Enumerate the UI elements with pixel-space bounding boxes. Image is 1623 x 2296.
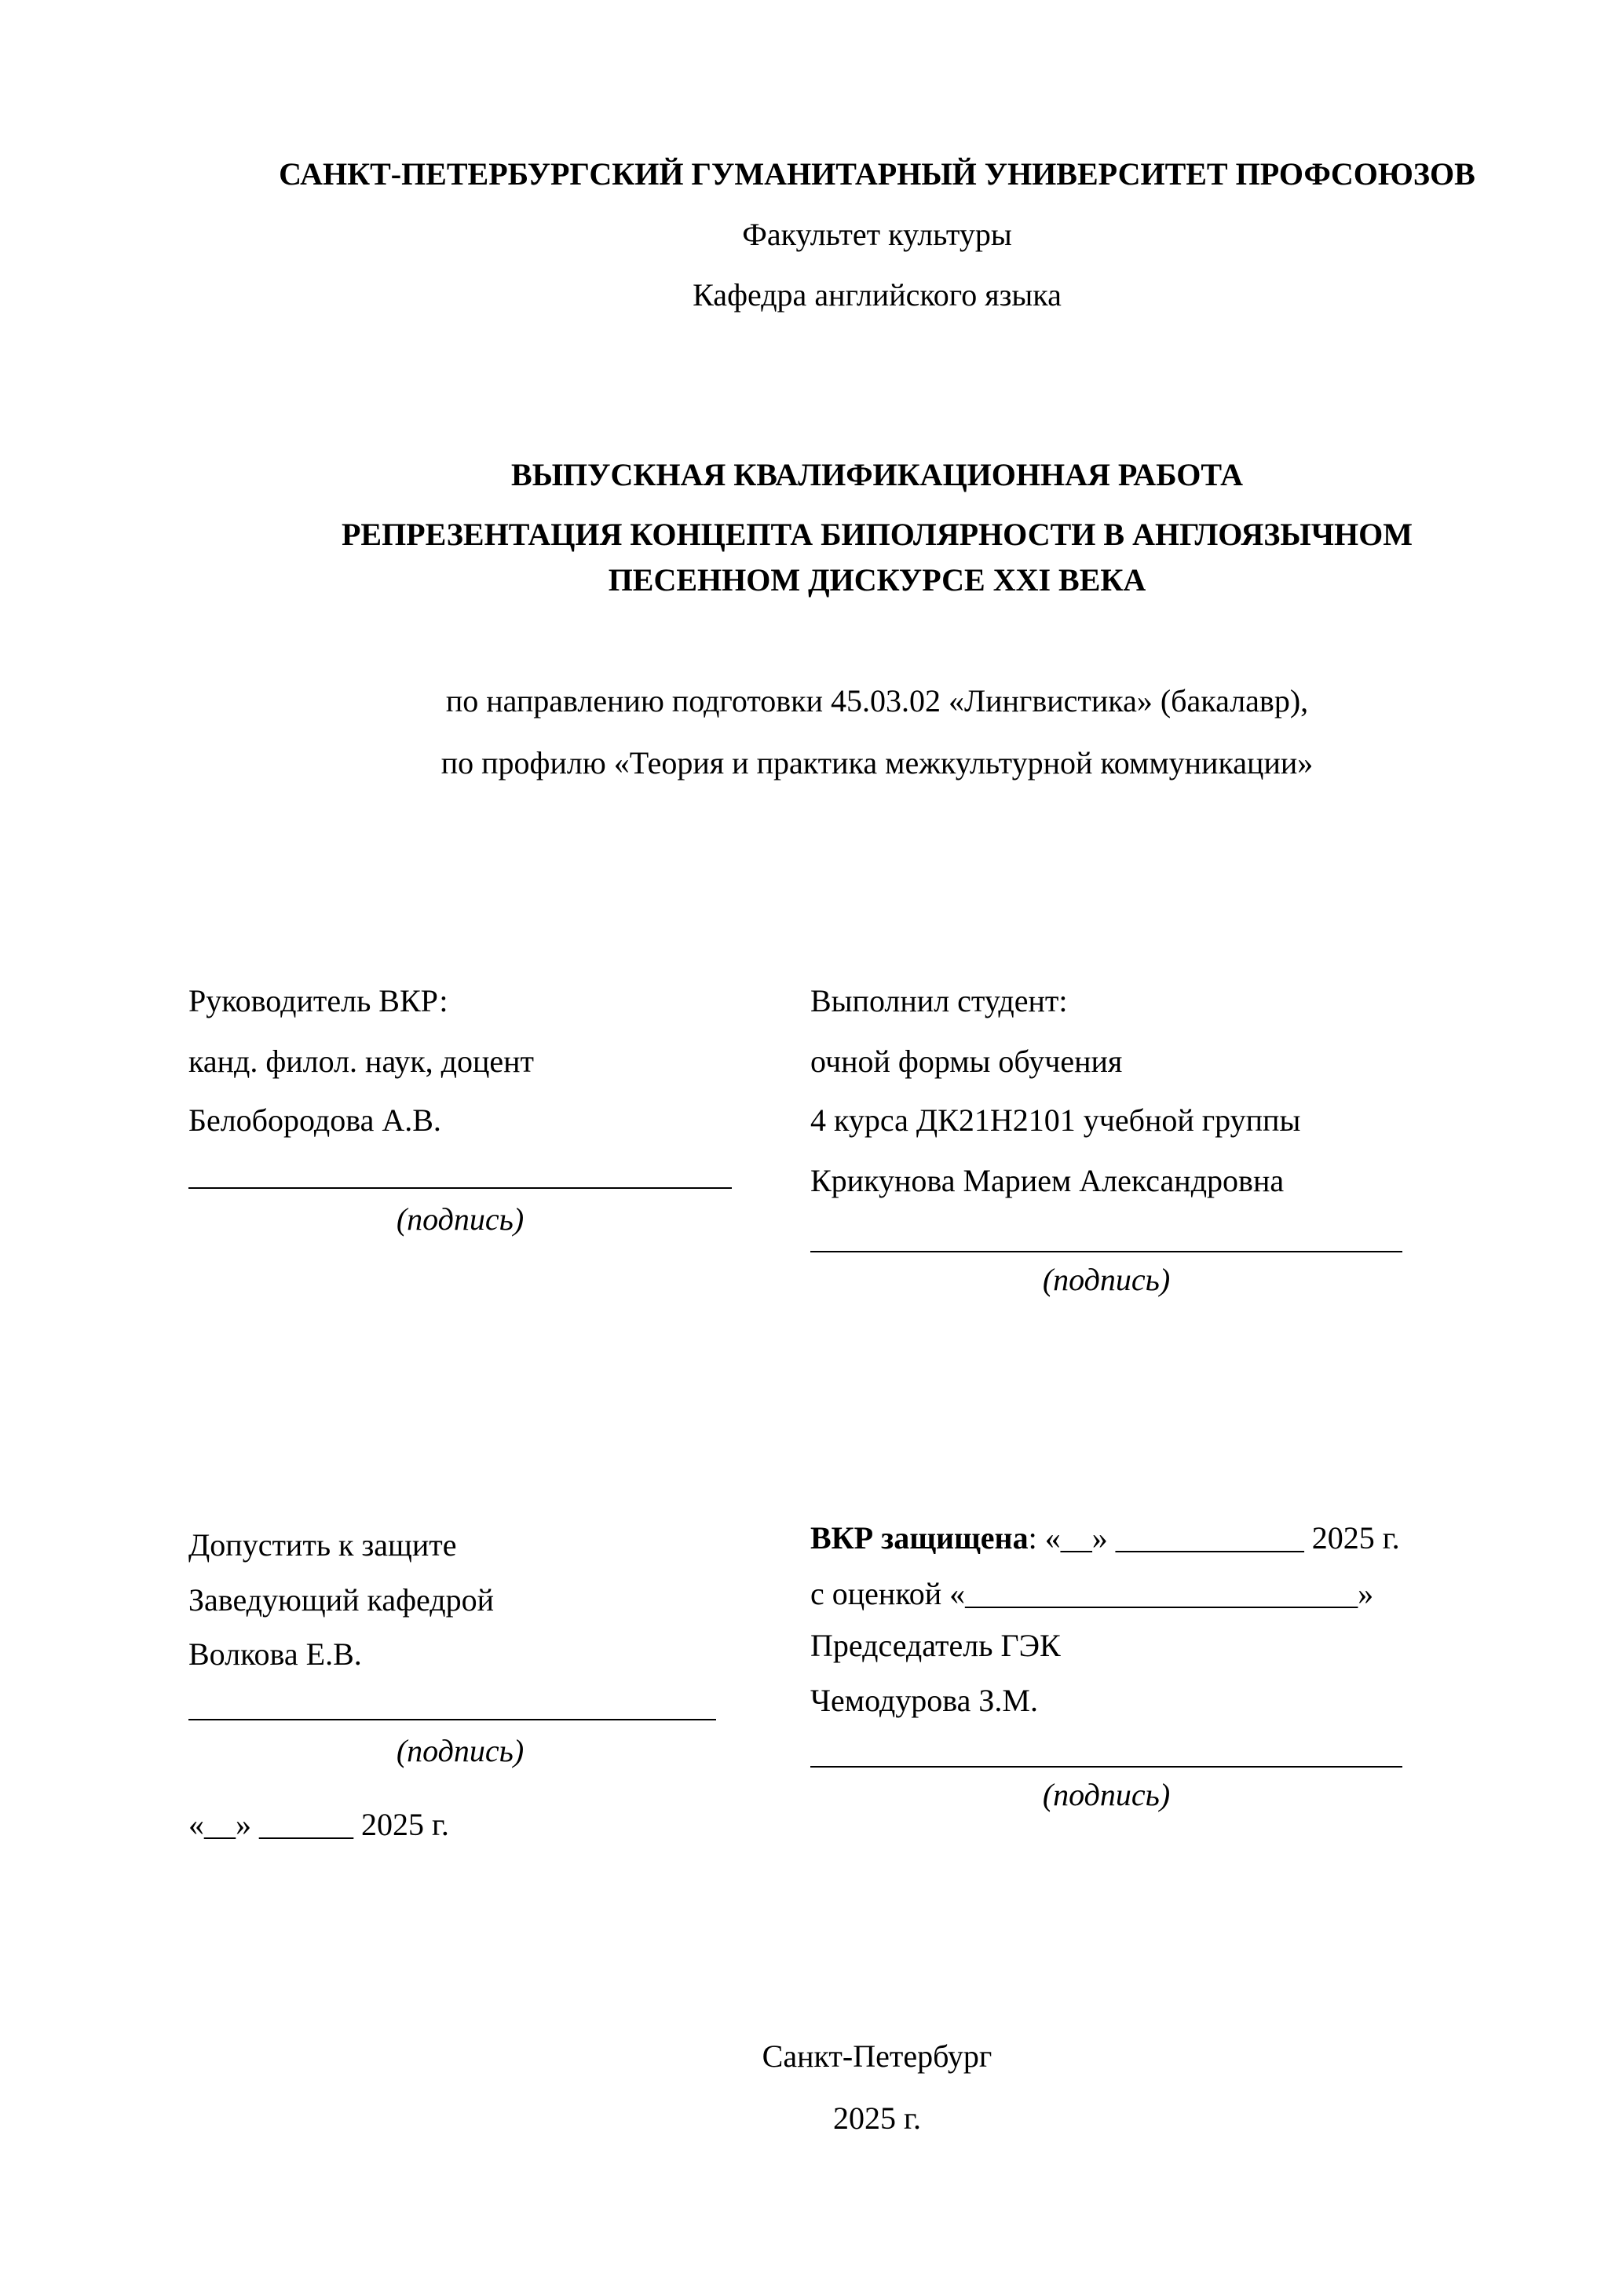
admission-signature-line [188,1719,716,1720]
defense-date: : «__» ____________ 2025 г. [1028,1520,1400,1556]
student-signature-caption: (подпись) [1042,1262,1171,1297]
supervisor-signature-caption: (подпись) [396,1201,525,1237]
study-profile: по профилю «Теория и практика межкультурной коммуникации» [440,745,1314,781]
student-label: Выполнил студент: [810,983,1068,1018]
student-group: 4 курса ДК21Н2101 учебной группы [810,1102,1301,1138]
footer-city: Санкт-Петербург [762,2038,992,2074]
footer-year: 2025 г. [833,2100,921,2136]
admission-signature-caption: (подпись) [396,1733,525,1768]
defense-signature-line [810,1766,1402,1768]
admission-role: Заведующий кафедрой [188,1582,495,1618]
supervisor-degree: канд. филол. наук, доцент [188,1044,535,1079]
admission-label: Допустить к защите [188,1527,457,1563]
work-title-line1: РЕПРЕЗЕНТАЦИЯ КОНЦЕПТА БИПОЛЯРНОСТИ В АНГЛОЯЗЫЧНОМ [341,517,1413,552]
defense-grade: с оценкой «_________________________» [810,1576,1374,1611]
supervisor-signature-line [188,1187,732,1189]
student-signature-line [810,1251,1402,1252]
admission-name: Волкова Е.В. [188,1636,362,1672]
study-direction: по направлению подготовки 45.03.02 «Лингвистика» (бакалавр), [445,683,1309,718]
department-name: Кафедра английского языка [693,277,1062,313]
defense-chair-role: Председатель ГЭК [810,1628,1061,1663]
university-name: САНКТ-ПЕТЕРБУРГСКИЙ ГУМАНИТАРНЫЙ УНИВЕРСИТЕТ ПРОФСОЮЗОВ [279,156,1475,192]
defense-signature-caption: (подпись) [1042,1777,1171,1812]
student-name: Крикунова Марием Александровна [810,1163,1285,1198]
faculty-name: Факультет культуры [742,217,1012,252]
supervisor-label: Руководитель ВКР: [188,983,448,1018]
defense-status [810,1519,1400,1558]
supervisor-name: Белобородова А.В. [188,1102,441,1138]
admission-date: «__» ______ 2025 г. [188,1807,449,1842]
student-study-form: очной формы обучения [810,1044,1123,1079]
defense-chair-name: Чемодурова З.М. [810,1683,1038,1718]
defense-label: ВКР защищена [810,1520,1029,1556]
work-title-line2: ПЕСЕННОМ ДИСКУРСЕ XXI ВЕКА [608,562,1146,598]
work-type: ВЫПУСКНАЯ КВАЛИФИКАЦИОННАЯ РАБОТА [511,457,1243,492]
